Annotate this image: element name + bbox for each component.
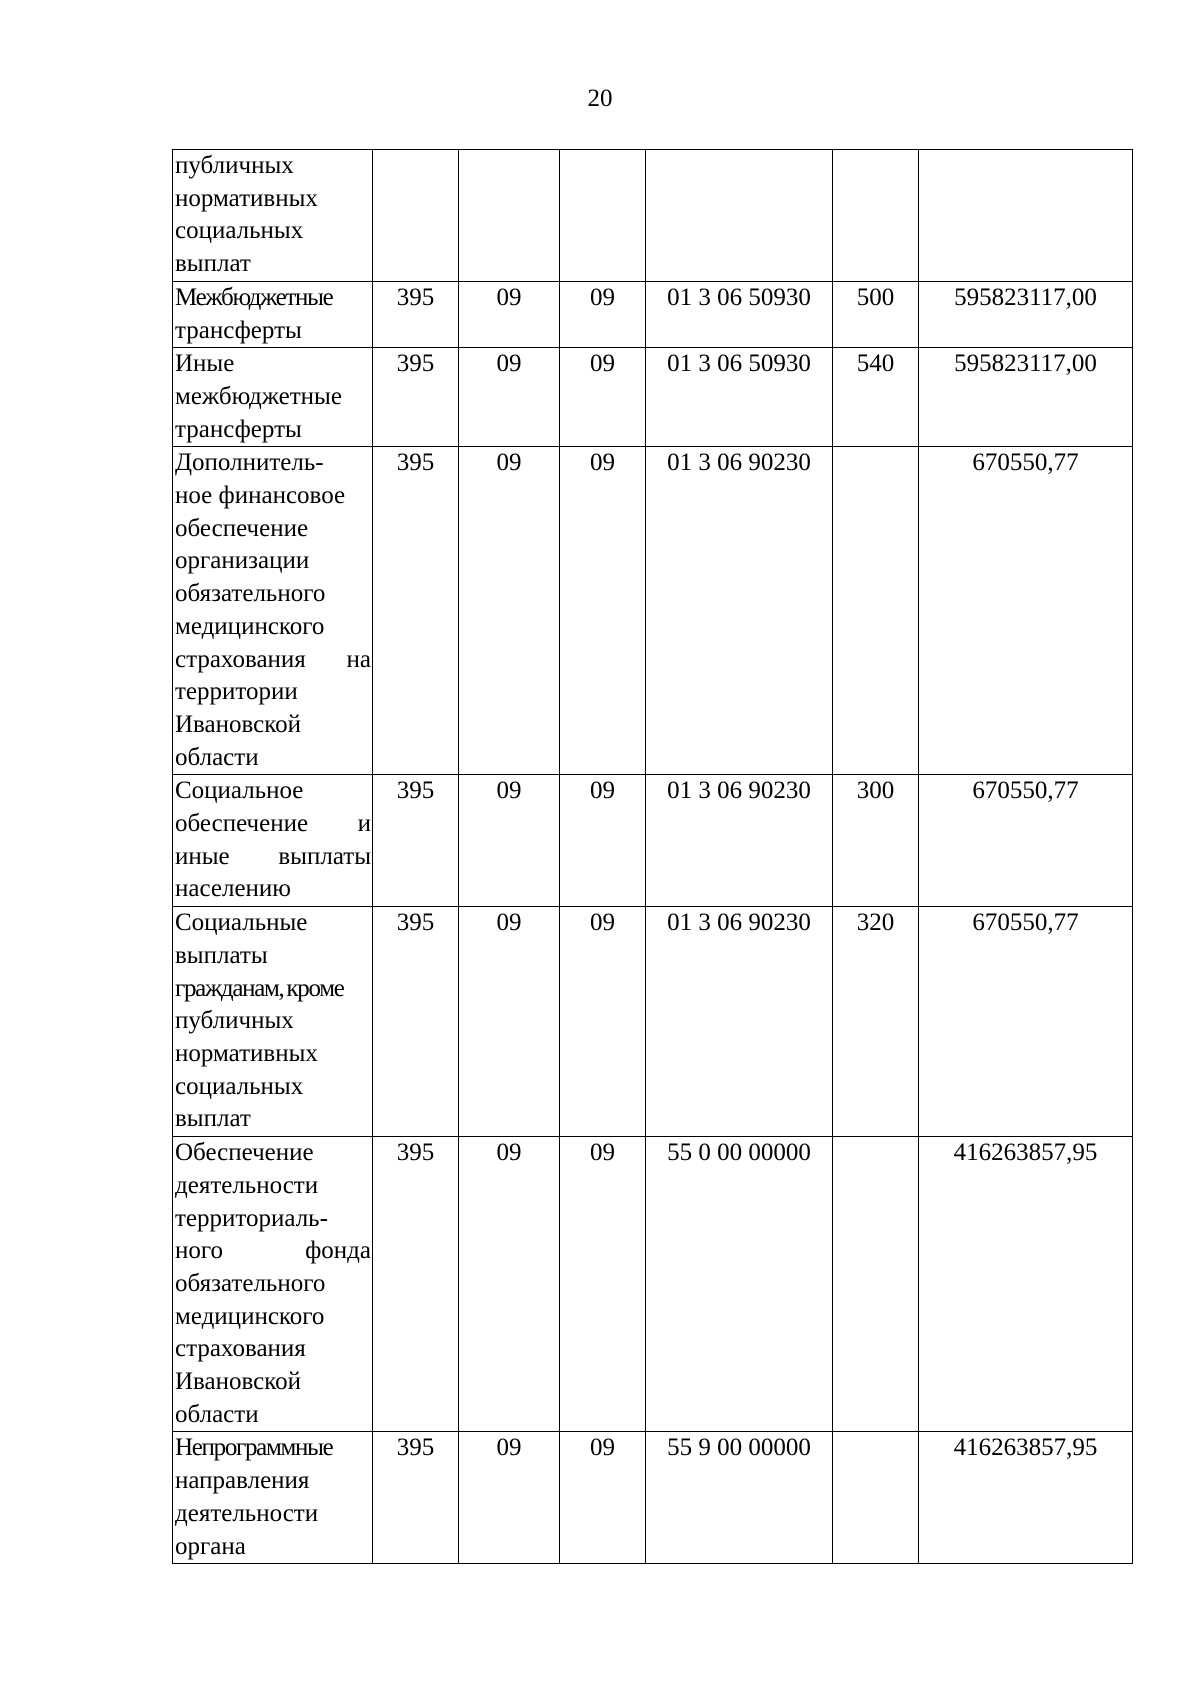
csr-cell: 01 3 06 90230 (646, 907, 833, 1137)
vr-cell (833, 1137, 919, 1432)
row-name (173, 775, 373, 907)
pr-cell: 09 (560, 775, 646, 907)
name-line: направления (175, 1467, 310, 1495)
name-line: трансферты (175, 316, 302, 344)
rz-cell (459, 150, 560, 282)
table-row (173, 150, 1133, 282)
name-line: трансферты (175, 415, 302, 443)
name-line: Межбюджетные (175, 283, 333, 311)
name-line: ное финансовое (175, 482, 346, 510)
name-line: иные выплаты (175, 842, 371, 870)
pr-cell: 09 (560, 348, 646, 447)
csr-cell: 01 3 06 90230 (646, 447, 833, 775)
grbs-cell (373, 150, 459, 282)
name-line: Иные (175, 350, 235, 378)
rz-cell: 09 (459, 348, 560, 447)
table-row (173, 281, 1133, 347)
amount-cell: 595823117,00 (919, 348, 1133, 447)
vr-cell: 540 (833, 348, 919, 447)
name-line: области (175, 743, 259, 771)
pr-cell (560, 150, 646, 282)
name-line: страхования на (175, 645, 371, 673)
amount-cell: 670550,77 (919, 775, 1133, 907)
name-line: Ивановской (175, 710, 302, 738)
row-name (173, 281, 373, 347)
row-name (173, 1432, 373, 1564)
amount-cell: 670550,77 (919, 907, 1133, 1137)
rz-cell: 09 (459, 447, 560, 775)
amount-cell: 416263857,95 (919, 1137, 1133, 1432)
page-number: 20 (587, 85, 613, 112)
grbs-cell: 395 (373, 447, 459, 775)
amount-cell: 670550,77 (919, 447, 1133, 775)
amount-cell (919, 150, 1133, 282)
name-line: Социальные (175, 909, 308, 937)
name-line: выплат (175, 1105, 251, 1133)
name-line: гражданам, кроме (175, 974, 344, 1002)
table-row (173, 348, 1133, 447)
grbs-cell: 395 (373, 281, 459, 347)
rz-cell: 09 (459, 775, 560, 907)
pr-cell: 09 (560, 1432, 646, 1564)
name-line: организации (175, 547, 310, 575)
vr-cell (833, 447, 919, 775)
name-line: Дополнитель- (175, 449, 324, 477)
grbs-cell: 395 (373, 775, 459, 907)
grbs-cell: 395 (373, 348, 459, 447)
table-row (173, 1432, 1133, 1564)
name-line: деятельности (175, 1171, 319, 1199)
name-line: страхования (175, 1335, 306, 1363)
name-line: органа (175, 1532, 246, 1560)
vr-cell (833, 150, 919, 282)
rz-cell: 09 (459, 907, 560, 1137)
row-name (173, 348, 373, 447)
csr-cell (646, 150, 833, 282)
csr-cell: 01 3 06 50930 (646, 348, 833, 447)
name-line: Социальное (175, 777, 304, 805)
name-line: Непрограммные (175, 1434, 333, 1462)
vr-cell: 320 (833, 907, 919, 1137)
name-line: территории (175, 678, 298, 706)
name-line: населению (175, 875, 291, 903)
rz-cell: 09 (459, 281, 560, 347)
name-line: медицинского (175, 1302, 325, 1330)
grbs-cell: 395 (373, 1137, 459, 1432)
pr-cell: 09 (560, 907, 646, 1137)
csr-cell: 01 3 06 50930 (646, 281, 833, 347)
vr-cell: 300 (833, 775, 919, 907)
amount-cell: 595823117,00 (919, 281, 1133, 347)
name-line: публичных (175, 1007, 294, 1035)
table-row (173, 775, 1133, 907)
name-line: обеспечение (175, 514, 309, 542)
name-line: межбюджетные (175, 382, 342, 410)
row-name (173, 150, 373, 282)
vr-cell: 500 (833, 281, 919, 347)
grbs-cell: 395 (373, 907, 459, 1137)
row-name (173, 1137, 373, 1432)
csr-cell: 55 9 00 00000 (646, 1432, 833, 1564)
rz-cell: 09 (459, 1432, 560, 1564)
name-line: обязательного (175, 1269, 326, 1297)
budget-table (172, 149, 1133, 1564)
table-row (173, 447, 1133, 775)
name-line: области (175, 1400, 259, 1428)
name-line: Ивановской (175, 1368, 302, 1396)
name-line: ного фонда (175, 1237, 371, 1265)
name-line: обязательного (175, 580, 326, 608)
grbs-cell: 395 (373, 1432, 459, 1564)
name-line: территориаль- (175, 1204, 328, 1232)
name-line: социальных (175, 217, 304, 245)
row-name (173, 907, 373, 1137)
csr-cell: 55 0 00 00000 (646, 1137, 833, 1432)
rz-cell: 09 (459, 1137, 560, 1432)
pr-cell: 09 (560, 447, 646, 775)
name-line: нормативных (175, 1039, 318, 1067)
name-line: публичных (175, 152, 294, 179)
pr-cell: 09 (560, 281, 646, 347)
name-line: выплаты (175, 941, 268, 969)
name-line: Обеспечение (175, 1139, 314, 1167)
table-row (173, 907, 1133, 1137)
amount-cell: 416263857,95 (919, 1432, 1133, 1564)
name-line: обеспечение и (175, 810, 371, 838)
pr-cell: 09 (560, 1137, 646, 1432)
csr-cell: 01 3 06 90230 (646, 775, 833, 907)
vr-cell (833, 1432, 919, 1564)
table-row (173, 1137, 1133, 1432)
name-line: деятельности (175, 1499, 319, 1527)
name-line: выплат (175, 250, 251, 278)
name-line: социальных (175, 1072, 304, 1100)
name-line: нормативных (175, 184, 318, 212)
name-line: медицинского (175, 612, 325, 640)
row-name (173, 447, 373, 775)
